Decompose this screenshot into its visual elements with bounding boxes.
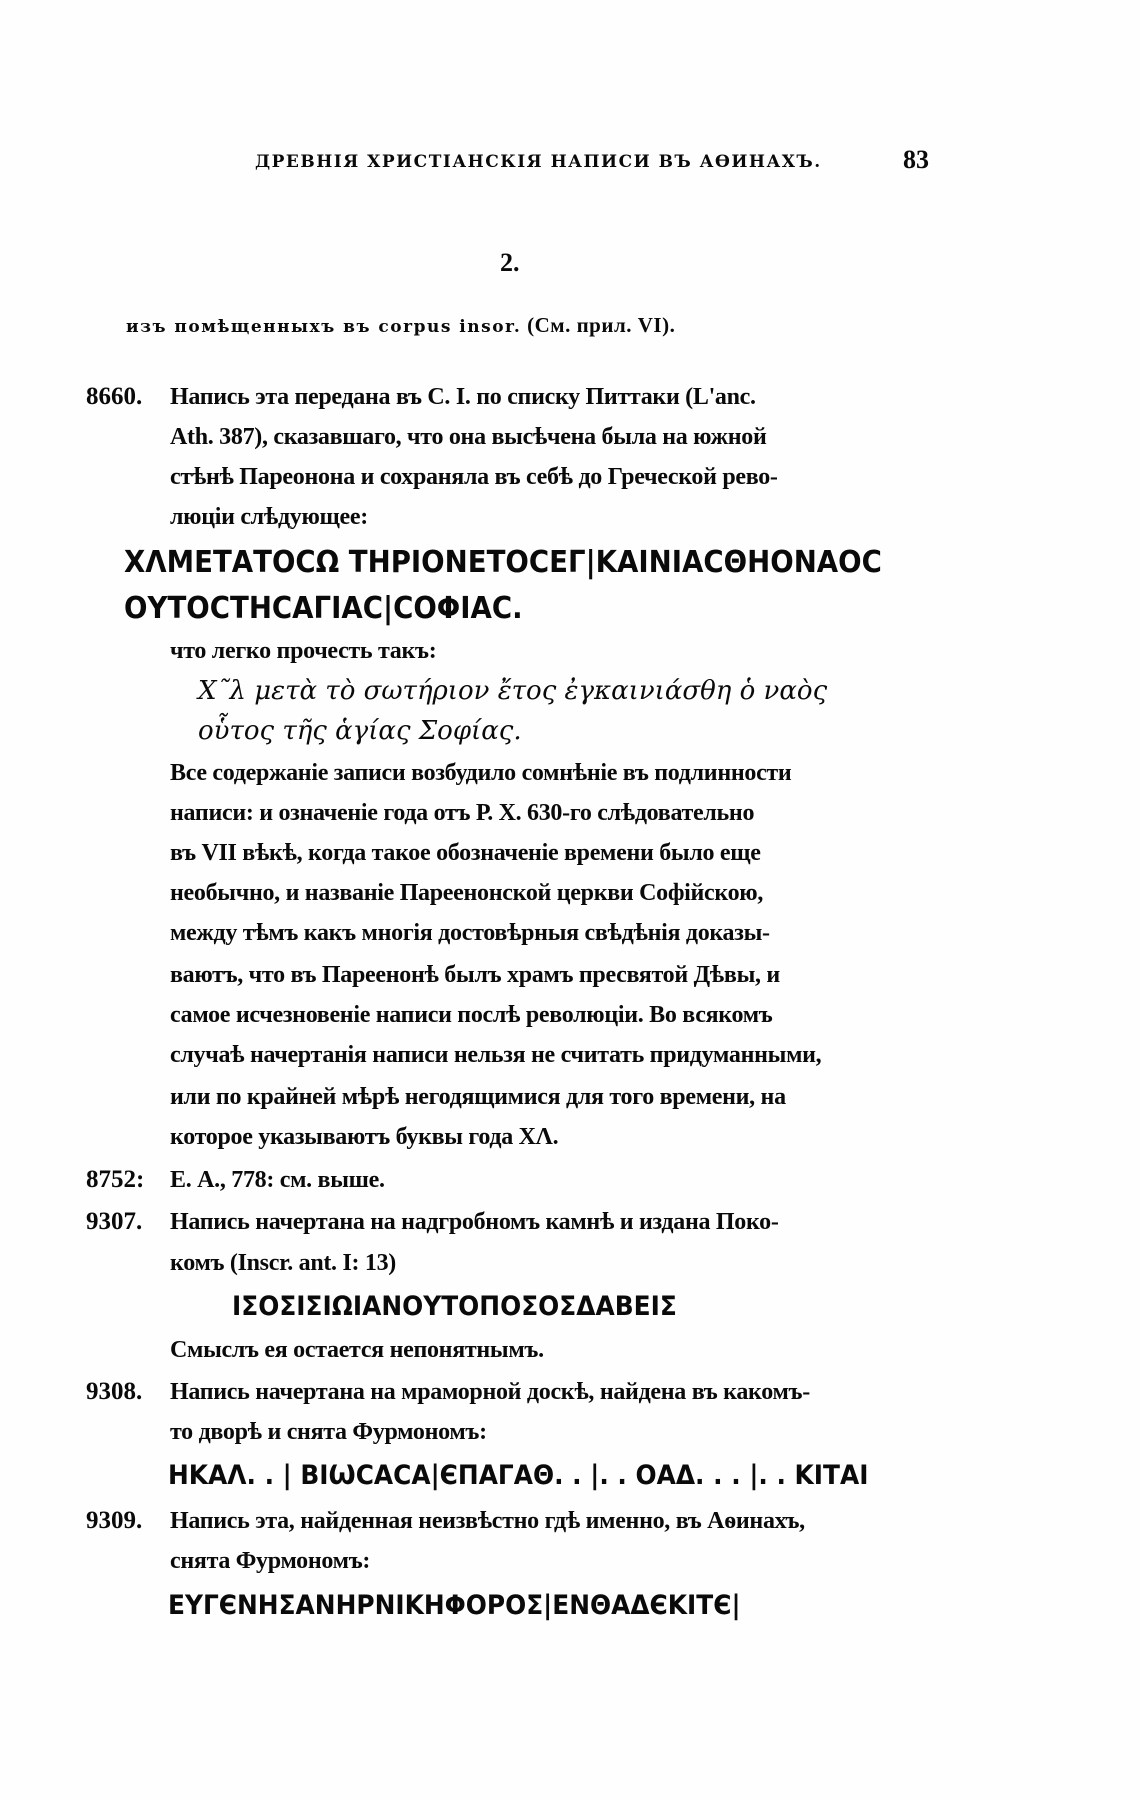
entry-text-line: Напись эта, найденная неизвѣстно гдѣ именно, въ Аѳинахъ, <box>170 1508 805 1534</box>
commentary-line: между тѣмъ какъ многія достовѣрныя свѣдѣнія доказы- <box>170 920 770 946</box>
entry-number: 9309. <box>86 1507 143 1534</box>
entry-text-line: Напись начертана на мраморной доскѣ, найдена въ какомъ- <box>170 1379 810 1405</box>
entry-text-line: стѣнѣ Пареонона и сохраняла въ себѣ до Греческой рево- <box>170 464 778 490</box>
entry-text-line: то дворѣ и снята Фурмономъ: <box>170 1419 487 1445</box>
entry-text-line: Ath. 387), сказавшаго, что она высѣчена была на южной <box>170 424 767 450</box>
commentary-line: Все содержаніе записи возбудило сомнѣніе въ подлинности <box>170 760 792 786</box>
entry-text-line: снята Фурмономъ: <box>170 1548 371 1574</box>
commentary-line: написи: и означеніе года отъ Р. Х. 630-го слѣдовательно <box>170 800 755 826</box>
commentary-line: необычно, и названіе Пареенонской церкви Софійскою, <box>170 880 764 906</box>
section-subtitle-ref: (См. прил. VI). <box>527 313 676 337</box>
entry-text-line: люціи слѣдующее: <box>170 504 368 530</box>
entry-number: 9307. <box>86 1208 143 1235</box>
entry-number: 8660. <box>86 383 143 410</box>
entry-text-line: Напись эта передана въ С. І. по списку Питтаки (L'anc. <box>170 384 756 410</box>
commentary-line: ваютъ, что въ Пареенонѣ былъ храмъ пресвятой Дѣвы, и <box>170 962 780 988</box>
entry-number: 8752: <box>86 1166 145 1193</box>
entry-text-line: Е. А., 778: см. выше. <box>170 1167 385 1193</box>
running-title: ДРЕВНІЯ ХРИСТІАНСКІЯ НАПИСИ ВЪ АѲИНАХЪ. <box>255 152 822 172</box>
commentary-line: самое исчезновеніе написи послѣ революціи. Во всякомъ <box>170 1002 773 1028</box>
page-number: 83 <box>903 145 929 174</box>
inscription-line: ΕΥΓЄΝΗΣΑΝΗΡΝΙΚΗΦΟΡΟΣ|ΕΝΘΑΔЄΚΙΤЄ| <box>168 1590 741 1621</box>
inscription-line: ΧΛΜΕΤΑΤΟCΩ ΤΗΡΙΟΝΕΤΟCΕΓ|ΚΑΙΝΙΑCΘΗΟΝΑΟC <box>124 545 882 580</box>
inscription-line: ΟΥΤΟCΤΗCΑΓΙΑC|CΟΦΙΑC. <box>124 591 523 626</box>
commentary-line: случаѣ начертанія написи нельзя не считать придуманными, <box>170 1042 822 1068</box>
section-number: 2. <box>500 248 520 277</box>
entry-text-line: комъ (Inscr. ant. I: 13) <box>170 1250 396 1276</box>
greek-reading-line: οὗτος τῆς ἁγίας Σοφίας. <box>198 716 522 746</box>
entry-note: Смыслъ ея остается непонятнымъ. <box>170 1337 544 1363</box>
greek-reading-line: Χ῀λ μετὰ τὸ σωτήριον ἔτος ἐγκαινιάσθη ὁ ναὸς <box>198 676 828 706</box>
section-subtitle-prefix: изъ помѣщенныхъ въ corpus insor. <box>126 317 522 337</box>
entry-text-line: Напись начертана на надгробномъ камнѣ и издана Поко- <box>170 1209 779 1235</box>
reading-intro: что легко прочесть такъ: <box>170 638 437 664</box>
entry-number: 9308. <box>86 1378 143 1405</box>
inscription-line: ΙΣΟΣΙΣΙΩΙΑΝΟΥΤΟΠΟΣΟΣΔΑΒΕΙΣ <box>232 1291 677 1322</box>
commentary-line: или по крайней мѣрѣ негодящимися для того времени, на <box>170 1084 786 1110</box>
inscription-line: ΗΚΑΛ. . | ΒΙѠCΑCΑ|ЄΠΑΓΑΘ. . |. . ΟΑΔ. . . |. . ΚΙΤΑΙ <box>168 1460 869 1491</box>
section-subtitle <box>126 313 675 338</box>
commentary-line: которое указываютъ буквы года ΧΛ. <box>170 1124 559 1150</box>
commentary-line: въ VII вѣкѣ, когда такое обозначеніе времени было еще <box>170 840 761 866</box>
